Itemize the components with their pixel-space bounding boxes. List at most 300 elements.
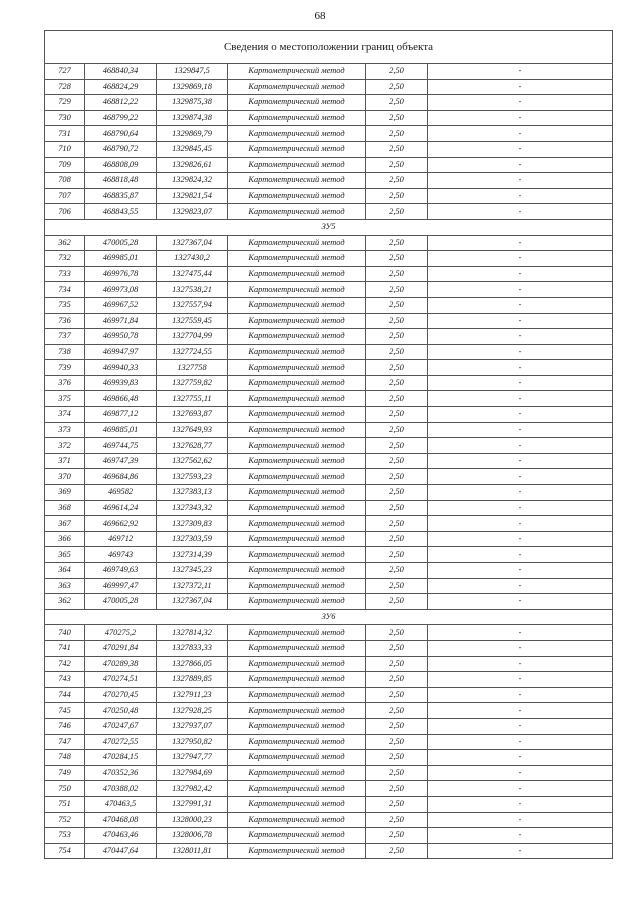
method-cell: Картометрический метод xyxy=(228,438,366,454)
accuracy-cell: 2,50 xyxy=(366,672,428,688)
method-cell: Картометрический метод xyxy=(228,625,366,641)
y-coordinate-cell: 1329845,45 xyxy=(157,141,228,157)
method-cell: Картометрический метод xyxy=(228,469,366,485)
x-coordinate-cell: 469684,86 xyxy=(85,469,157,485)
y-coordinate-cell: 1327593,23 xyxy=(157,469,228,485)
table-row xyxy=(45,251,613,267)
point-number-cell: 732 xyxy=(45,251,85,267)
y-coordinate-cell: 1329874,38 xyxy=(157,110,228,126)
method-cell: Картометрический метод xyxy=(228,375,366,391)
method-cell: Картометрический метод xyxy=(228,141,366,157)
x-coordinate-cell: 469940,33 xyxy=(85,360,157,376)
table-row xyxy=(45,95,613,111)
table-row xyxy=(45,79,613,95)
method-cell: Картометрический метод xyxy=(228,765,366,781)
y-coordinate-cell: 1329869,79 xyxy=(157,126,228,142)
table-row xyxy=(45,594,613,610)
table-row xyxy=(45,360,613,376)
section-header-row xyxy=(45,609,613,625)
y-coordinate-cell: 1327538,21 xyxy=(157,282,228,298)
table-row xyxy=(45,453,613,469)
accuracy-cell: 2,50 xyxy=(366,563,428,579)
table-row xyxy=(45,687,613,703)
description-cell: - xyxy=(428,266,613,282)
table-row xyxy=(45,547,613,563)
accuracy-cell: 2,50 xyxy=(366,594,428,610)
table-row xyxy=(45,469,613,485)
table-row xyxy=(45,796,613,812)
accuracy-cell: 2,50 xyxy=(366,173,428,189)
x-coordinate-cell: 469971,84 xyxy=(85,313,157,329)
table-row xyxy=(45,407,613,423)
point-number-cell: 742 xyxy=(45,656,85,672)
description-cell: - xyxy=(428,422,613,438)
description-cell: - xyxy=(428,718,613,734)
x-coordinate-cell: 469866,48 xyxy=(85,391,157,407)
table-row xyxy=(45,578,613,594)
method-cell: Картометрический метод xyxy=(228,485,366,501)
table-row xyxy=(45,485,613,501)
x-coordinate-cell: 468843,55 xyxy=(85,204,157,220)
point-number-cell: 745 xyxy=(45,703,85,719)
table-row xyxy=(45,188,613,204)
point-number-cell: 708 xyxy=(45,173,85,189)
method-cell: Картометрический метод xyxy=(228,594,366,610)
method-cell: Картометрический метод xyxy=(228,547,366,563)
x-coordinate-cell: 469967,52 xyxy=(85,297,157,313)
point-number-cell: 735 xyxy=(45,297,85,313)
table-title-row xyxy=(45,31,613,64)
accuracy-cell: 2,50 xyxy=(366,453,428,469)
point-number-cell: 744 xyxy=(45,687,85,703)
y-coordinate-cell: 1327984,69 xyxy=(157,765,228,781)
table-row xyxy=(45,64,613,80)
table-row xyxy=(45,516,613,532)
y-coordinate-cell: 1327950,82 xyxy=(157,734,228,750)
y-coordinate-cell: 1329823,07 xyxy=(157,204,228,220)
table-row xyxy=(45,391,613,407)
page-number: 68 xyxy=(314,10,326,22)
method-cell: Картометрический метод xyxy=(228,656,366,672)
x-coordinate-cell: 470274,51 xyxy=(85,672,157,688)
description-cell: - xyxy=(428,344,613,360)
y-coordinate-cell: 1327759,82 xyxy=(157,375,228,391)
x-coordinate-cell: 470289,38 xyxy=(85,656,157,672)
y-coordinate-cell: 1329824,32 xyxy=(157,173,228,189)
method-cell: Картометрический метод xyxy=(228,95,366,111)
x-coordinate-cell: 469744,75 xyxy=(85,438,157,454)
point-number-cell: 364 xyxy=(45,563,85,579)
y-coordinate-cell: 1327562,62 xyxy=(157,453,228,469)
description-cell: - xyxy=(428,360,613,376)
accuracy-cell: 2,50 xyxy=(366,204,428,220)
description-cell: - xyxy=(428,578,613,594)
point-number-cell: 733 xyxy=(45,266,85,282)
accuracy-cell: 2,50 xyxy=(366,391,428,407)
y-coordinate-cell: 1327911,23 xyxy=(157,687,228,703)
y-coordinate-cell: 1327628,77 xyxy=(157,438,228,454)
x-coordinate-cell: 468799,22 xyxy=(85,110,157,126)
accuracy-cell: 2,50 xyxy=(366,812,428,828)
y-coordinate-cell: 1327704,99 xyxy=(157,329,228,345)
table-row xyxy=(45,110,613,126)
method-cell: Картометрический метод xyxy=(228,407,366,423)
x-coordinate-cell: 470291,84 xyxy=(85,640,157,656)
method-cell: Картометрический метод xyxy=(228,79,366,95)
table-row xyxy=(45,375,613,391)
x-coordinate-cell: 468808,09 xyxy=(85,157,157,173)
point-number-cell: 749 xyxy=(45,765,85,781)
accuracy-cell: 2,50 xyxy=(366,329,428,345)
description-cell: - xyxy=(428,391,613,407)
y-coordinate-cell: 1329875,38 xyxy=(157,95,228,111)
x-coordinate-cell: 468835,87 xyxy=(85,188,157,204)
method-cell: Картометрический метод xyxy=(228,157,366,173)
x-coordinate-cell: 469997,47 xyxy=(85,578,157,594)
accuracy-cell: 2,50 xyxy=(366,828,428,844)
point-number-cell: 362 xyxy=(45,594,85,610)
x-coordinate-cell: 470270,45 xyxy=(85,687,157,703)
method-cell: Картометрический метод xyxy=(228,828,366,844)
point-number-cell: 740 xyxy=(45,625,85,641)
table-row xyxy=(45,157,613,173)
x-coordinate-cell: 469976,78 xyxy=(85,266,157,282)
method-cell: Картометрический метод xyxy=(228,563,366,579)
point-number-cell: 747 xyxy=(45,734,85,750)
point-number-cell: 748 xyxy=(45,750,85,766)
table-row xyxy=(45,313,613,329)
accuracy-cell: 2,50 xyxy=(366,687,428,703)
table-row xyxy=(45,297,613,313)
point-number-cell: 370 xyxy=(45,469,85,485)
method-cell: Картометрический метод xyxy=(228,360,366,376)
method-cell: Картометрический метод xyxy=(228,110,366,126)
method-cell: Картометрический метод xyxy=(228,126,366,142)
description-cell: - xyxy=(428,547,613,563)
x-coordinate-cell: 470463,5 xyxy=(85,796,157,812)
method-cell: Картометрический метод xyxy=(228,812,366,828)
description-cell: - xyxy=(428,734,613,750)
description-cell: - xyxy=(428,251,613,267)
description-cell: - xyxy=(428,672,613,688)
accuracy-cell: 2,50 xyxy=(366,547,428,563)
x-coordinate-cell: 469950,78 xyxy=(85,329,157,345)
point-number-cell: 709 xyxy=(45,157,85,173)
accuracy-cell: 2,50 xyxy=(366,110,428,126)
section-label: ЗУ5 xyxy=(45,219,613,235)
y-coordinate-cell: 1327937,07 xyxy=(157,718,228,734)
table-row xyxy=(45,828,613,844)
table-row xyxy=(45,126,613,142)
x-coordinate-cell: 470447,64 xyxy=(85,843,157,859)
table-row xyxy=(45,500,613,516)
point-number-cell: 728 xyxy=(45,79,85,95)
method-cell: Картометрический метод xyxy=(228,640,366,656)
y-coordinate-cell: 1327693,87 xyxy=(157,407,228,423)
table-row xyxy=(45,204,613,220)
description-cell: - xyxy=(428,531,613,547)
accuracy-cell: 2,50 xyxy=(366,313,428,329)
description-cell: - xyxy=(428,469,613,485)
description-cell: - xyxy=(428,453,613,469)
x-coordinate-cell: 469939,83 xyxy=(85,375,157,391)
accuracy-cell: 2,50 xyxy=(366,485,428,501)
accuracy-cell: 2,50 xyxy=(366,126,428,142)
description-cell: - xyxy=(428,235,613,251)
x-coordinate-cell: 468790,72 xyxy=(85,141,157,157)
x-coordinate-cell: 469985,01 xyxy=(85,251,157,267)
description-cell: - xyxy=(428,375,613,391)
method-cell: Картометрический метод xyxy=(228,516,366,532)
description-cell: - xyxy=(428,282,613,298)
point-number-cell: 707 xyxy=(45,188,85,204)
y-coordinate-cell: 1327367,04 xyxy=(157,594,228,610)
table-row xyxy=(45,812,613,828)
table-row xyxy=(45,672,613,688)
accuracy-cell: 2,50 xyxy=(366,251,428,267)
method-cell: Картометрический метод xyxy=(228,453,366,469)
x-coordinate-cell: 470352,36 xyxy=(85,765,157,781)
accuracy-cell: 2,50 xyxy=(366,765,428,781)
method-cell: Картометрический метод xyxy=(228,266,366,282)
x-coordinate-cell: 470275,2 xyxy=(85,625,157,641)
accuracy-cell: 2,50 xyxy=(366,235,428,251)
point-number-cell: 751 xyxy=(45,796,85,812)
x-coordinate-cell: 469747,39 xyxy=(85,453,157,469)
point-number-cell: 373 xyxy=(45,422,85,438)
accuracy-cell: 2,50 xyxy=(366,157,428,173)
y-coordinate-cell: 1327649,93 xyxy=(157,422,228,438)
description-cell: - xyxy=(428,313,613,329)
description-cell: - xyxy=(428,110,613,126)
y-coordinate-cell: 1329847,5 xyxy=(157,64,228,80)
accuracy-cell: 2,50 xyxy=(366,734,428,750)
y-coordinate-cell: 1328000,23 xyxy=(157,812,228,828)
y-coordinate-cell: 1327833,33 xyxy=(157,640,228,656)
description-cell: - xyxy=(428,781,613,797)
table-row xyxy=(45,282,613,298)
point-number-cell: 706 xyxy=(45,204,85,220)
accuracy-cell: 2,50 xyxy=(366,640,428,656)
point-number-cell: 730 xyxy=(45,110,85,126)
description-cell: - xyxy=(428,843,613,859)
x-coordinate-cell: 469582 xyxy=(85,485,157,501)
accuracy-cell: 2,50 xyxy=(366,141,428,157)
y-coordinate-cell: 1327383,13 xyxy=(157,485,228,501)
table-row xyxy=(45,141,613,157)
point-number-cell: 743 xyxy=(45,672,85,688)
y-coordinate-cell: 1327372,11 xyxy=(157,578,228,594)
method-cell: Картометрический метод xyxy=(228,344,366,360)
point-number-cell: 750 xyxy=(45,781,85,797)
description-cell: - xyxy=(428,625,613,641)
y-coordinate-cell: 1327866,05 xyxy=(157,656,228,672)
accuracy-cell: 2,50 xyxy=(366,375,428,391)
x-coordinate-cell: 470005,28 xyxy=(85,594,157,610)
description-cell: - xyxy=(428,812,613,828)
x-coordinate-cell: 470388,02 xyxy=(85,781,157,797)
y-coordinate-cell: 1327889,85 xyxy=(157,672,228,688)
point-number-cell: 710 xyxy=(45,141,85,157)
x-coordinate-cell: 468824,29 xyxy=(85,79,157,95)
point-number-cell: 739 xyxy=(45,360,85,376)
description-cell: - xyxy=(428,765,613,781)
x-coordinate-cell: 470272,55 xyxy=(85,734,157,750)
description-cell: - xyxy=(428,297,613,313)
y-coordinate-cell: 1327755,11 xyxy=(157,391,228,407)
accuracy-cell: 2,50 xyxy=(366,750,428,766)
table-row xyxy=(45,703,613,719)
method-cell: Картометрический метод xyxy=(228,718,366,734)
section-header-row xyxy=(45,219,613,235)
method-cell: Картометрический метод xyxy=(228,750,366,766)
table-row xyxy=(45,563,613,579)
description-cell: - xyxy=(428,188,613,204)
method-cell: Картометрический метод xyxy=(228,734,366,750)
table-row xyxy=(45,734,613,750)
x-coordinate-cell: 468790,64 xyxy=(85,126,157,142)
description-cell: - xyxy=(428,485,613,501)
description-cell: - xyxy=(428,141,613,157)
y-coordinate-cell: 1327309,83 xyxy=(157,516,228,532)
y-coordinate-cell: 1327430,2 xyxy=(157,251,228,267)
method-cell: Картометрический метод xyxy=(228,173,366,189)
point-number-cell: 375 xyxy=(45,391,85,407)
accuracy-cell: 2,50 xyxy=(366,796,428,812)
point-number-cell: 367 xyxy=(45,516,85,532)
method-cell: Картометрический метод xyxy=(228,703,366,719)
accuracy-cell: 2,50 xyxy=(366,407,428,423)
accuracy-cell: 2,50 xyxy=(366,79,428,95)
y-coordinate-cell: 1329821,54 xyxy=(157,188,228,204)
description-cell: - xyxy=(428,407,613,423)
x-coordinate-cell: 470250,48 xyxy=(85,703,157,719)
point-number-cell: 363 xyxy=(45,578,85,594)
point-number-cell: 734 xyxy=(45,282,85,298)
accuracy-cell: 2,50 xyxy=(366,578,428,594)
accuracy-cell: 2,50 xyxy=(366,438,428,454)
accuracy-cell: 2,50 xyxy=(366,703,428,719)
point-number-cell: 753 xyxy=(45,828,85,844)
point-number-cell: 376 xyxy=(45,375,85,391)
accuracy-cell: 2,50 xyxy=(366,843,428,859)
accuracy-cell: 2,50 xyxy=(366,344,428,360)
description-cell: - xyxy=(428,95,613,111)
description-cell: - xyxy=(428,703,613,719)
point-number-cell: 368 xyxy=(45,500,85,516)
method-cell: Картометрический метод xyxy=(228,578,366,594)
x-coordinate-cell: 470284,15 xyxy=(85,750,157,766)
method-cell: Картометрический метод xyxy=(228,531,366,547)
description-cell: - xyxy=(428,563,613,579)
y-coordinate-cell: 1327814,32 xyxy=(157,625,228,641)
point-number-cell: 754 xyxy=(45,843,85,859)
table-row xyxy=(45,438,613,454)
table-row xyxy=(45,266,613,282)
x-coordinate-cell: 468840,34 xyxy=(85,64,157,80)
table-row xyxy=(45,235,613,251)
table-row xyxy=(45,344,613,360)
y-coordinate-cell: 1328011,81 xyxy=(157,843,228,859)
y-coordinate-cell: 1328006,78 xyxy=(157,828,228,844)
y-coordinate-cell: 1327724,55 xyxy=(157,344,228,360)
description-cell: - xyxy=(428,173,613,189)
description-cell: - xyxy=(428,438,613,454)
x-coordinate-cell: 469712 xyxy=(85,531,157,547)
y-coordinate-cell: 1327557,94 xyxy=(157,297,228,313)
description-cell: - xyxy=(428,750,613,766)
description-cell: - xyxy=(428,157,613,173)
table-row xyxy=(45,329,613,345)
x-coordinate-cell: 469662,92 xyxy=(85,516,157,532)
description-cell: - xyxy=(428,640,613,656)
x-coordinate-cell: 469614,24 xyxy=(85,500,157,516)
method-cell: Картометрический метод xyxy=(228,500,366,516)
y-coordinate-cell: 1327367,04 xyxy=(157,235,228,251)
description-cell: - xyxy=(428,79,613,95)
x-coordinate-cell: 469743 xyxy=(85,547,157,563)
method-cell: Картометрический метод xyxy=(228,251,366,267)
table-row xyxy=(45,656,613,672)
x-coordinate-cell: 470463,46 xyxy=(85,828,157,844)
method-cell: Картометрический метод xyxy=(228,188,366,204)
table-row xyxy=(45,781,613,797)
y-coordinate-cell: 1327345,23 xyxy=(157,563,228,579)
table-row xyxy=(45,718,613,734)
y-coordinate-cell: 1327982,42 xyxy=(157,781,228,797)
method-cell: Картометрический метод xyxy=(228,64,366,80)
accuracy-cell: 2,50 xyxy=(366,531,428,547)
y-coordinate-cell: 1327314,39 xyxy=(157,547,228,563)
y-coordinate-cell: 1327303,59 xyxy=(157,531,228,547)
y-coordinate-cell: 1329869,18 xyxy=(157,79,228,95)
section-label: ЗУ6 xyxy=(45,609,613,625)
accuracy-cell: 2,50 xyxy=(366,516,428,532)
point-number-cell: 746 xyxy=(45,718,85,734)
x-coordinate-cell: 470247,67 xyxy=(85,718,157,734)
accuracy-cell: 2,50 xyxy=(366,781,428,797)
method-cell: Картометрический метод xyxy=(228,843,366,859)
x-coordinate-cell: 468818,48 xyxy=(85,173,157,189)
point-number-cell: 727 xyxy=(45,64,85,80)
point-number-cell: 738 xyxy=(45,344,85,360)
description-cell: - xyxy=(428,500,613,516)
point-number-cell: 374 xyxy=(45,407,85,423)
accuracy-cell: 2,50 xyxy=(366,266,428,282)
accuracy-cell: 2,50 xyxy=(366,422,428,438)
point-number-cell: 729 xyxy=(45,95,85,111)
description-cell: - xyxy=(428,687,613,703)
method-cell: Картометрический метод xyxy=(228,422,366,438)
y-coordinate-cell: 1327475,44 xyxy=(157,266,228,282)
description-cell: - xyxy=(428,516,613,532)
table-row xyxy=(45,625,613,641)
accuracy-cell: 2,50 xyxy=(366,188,428,204)
x-coordinate-cell: 470468,08 xyxy=(85,812,157,828)
method-cell: Картометрический метод xyxy=(228,329,366,345)
description-cell: - xyxy=(428,796,613,812)
accuracy-cell: 2,50 xyxy=(366,282,428,298)
point-number-cell: 736 xyxy=(45,313,85,329)
description-cell: - xyxy=(428,64,613,80)
y-coordinate-cell: 1327991,31 xyxy=(157,796,228,812)
point-number-cell: 731 xyxy=(45,126,85,142)
table-row xyxy=(45,173,613,189)
y-coordinate-cell: 1327928,25 xyxy=(157,703,228,719)
boundary-coordinates-table xyxy=(44,30,613,859)
accuracy-cell: 2,50 xyxy=(366,500,428,516)
point-number-cell: 741 xyxy=(45,640,85,656)
